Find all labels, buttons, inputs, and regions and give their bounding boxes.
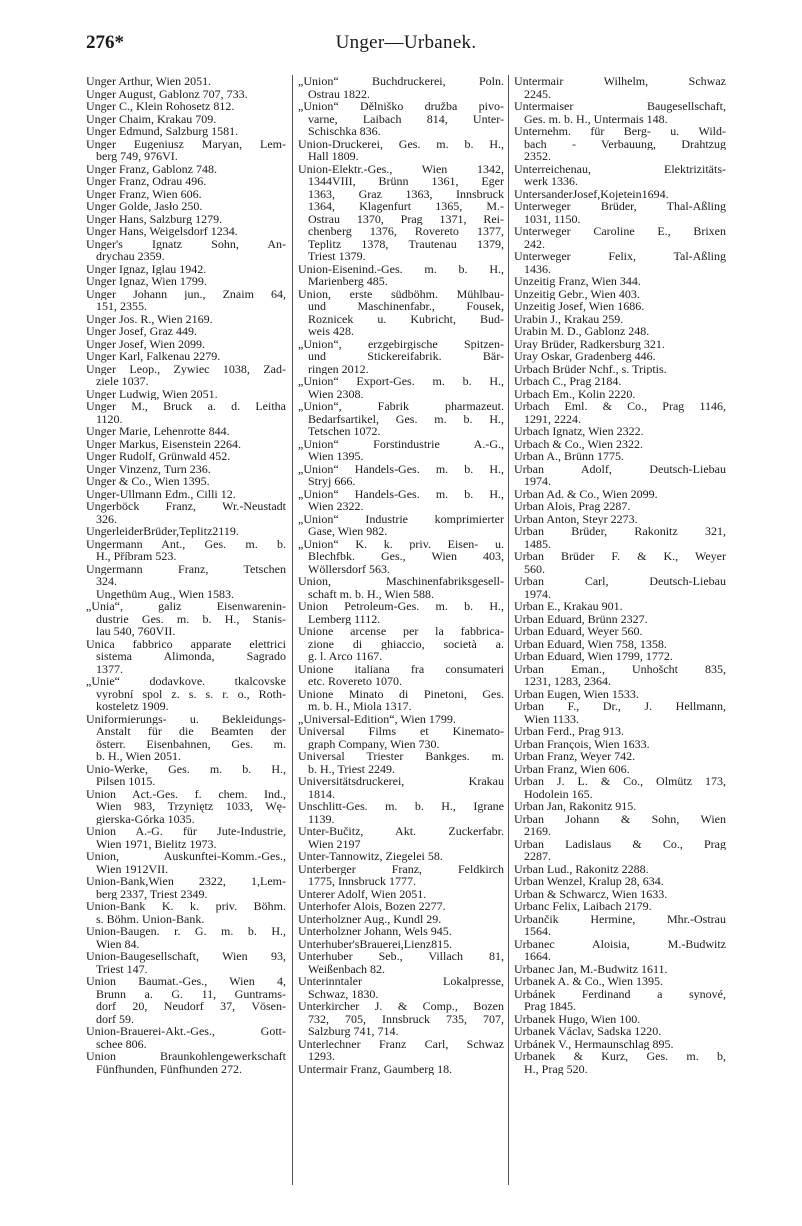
directory-entry-line: Unger Josef, Wien 2099. — [86, 337, 205, 350]
directory-entry-line: Urban Adolf, Deutsch-Liebau — [514, 462, 726, 475]
directory-entry-line: drychau 2359. — [96, 250, 165, 263]
directory-entry-line: österr. Eisenbahnen, Ges. m. — [96, 737, 286, 750]
directory-entry-line: „Union“, Fabrik pharmazeut. — [298, 400, 504, 413]
directory-entry-line: 1485. — [524, 537, 551, 550]
directory-entry-line: Weißenbach 82. — [308, 962, 386, 975]
directory-entry-line: chenberg 1376, Rovereto 1377, — [308, 225, 504, 238]
directory-entry-line: Unterlechner Franz Carl, Schwaz — [298, 1037, 504, 1050]
directory-entry-line: Unger Ludwig, Wien 2051. — [86, 387, 218, 400]
directory-entry-line: Lemberg 1112. — [308, 612, 381, 625]
directory-entry-line: 1293. — [308, 1050, 335, 1063]
directory-entry-line: Unger Chaim, Krakau 709. — [86, 112, 217, 125]
directory-entry-line: Unger Markus, Eisenstein 2264. — [86, 437, 241, 450]
directory-entry-line: Urban F., Dr., J. Hellmann, — [514, 700, 726, 713]
directory-entry-line: Unger C., Klein Rohosetz 812. — [86, 100, 235, 113]
directory-entry-line: Wien 1133. — [524, 712, 580, 725]
directory-entry-line: Union Act.-Ges. f. chem. Ind., — [86, 787, 286, 800]
directory-entry-line: „Unia“, galiz Eisenwarenin- — [86, 600, 286, 613]
directory-entry-line: Uray Oskar, Gradenberg 446. — [514, 350, 656, 363]
directory-entry-line: Urban Brüder F. & K., Weyer — [514, 550, 726, 563]
page-title: Unger—Urbanek. — [335, 32, 477, 53]
directory-entry-line: Urbach Brüder Nchf., s. Triptis. — [514, 362, 667, 375]
directory-entry-line: Salzburg 741, 714. — [308, 1025, 399, 1038]
directory-entry-line: Wien 983, Trzyniętz 1033, Wę- — [96, 800, 286, 813]
directory-entry-line: Urbanek & Kurz, Ges. m. b, — [514, 1050, 726, 1063]
directory-entry-line: Unterholzner Johann, Wels 945. — [298, 925, 452, 938]
directory-entry-line: 1139. — [308, 812, 335, 825]
directory-entry-line: Urbanek Václav, Sadska 1220. — [514, 1025, 662, 1038]
directory-entry-line: Urban & Schwarcz, Wien 1633. — [514, 887, 668, 900]
page-number: 276* — [86, 32, 124, 53]
directory-entry-line: Union Petroleum-Ges. m. b. H., — [298, 600, 504, 613]
directory-entry-line: varne, Laibach 814, Unter- — [308, 112, 504, 125]
directory-entry-line: bach - Verbauung, Drahtzug — [524, 137, 726, 150]
directory-entry-line: Unger-Ullmann Edm., Cilli 12. — [86, 487, 236, 500]
directory-entry-line: Ostrau 1822. — [308, 87, 370, 100]
directory-entry-line: Unger Hans, Salzburg 1279. — [86, 212, 223, 225]
directory-entry-line: 2287. — [524, 850, 551, 863]
directory-entry-line: Urbach Em., Kolin 2220. — [514, 387, 636, 400]
directory-entry-line: Urban Ferd., Prag 913. — [514, 725, 624, 738]
directory-entry-line: Wien 1395. — [308, 450, 364, 463]
directory-entry-line: Stryj 666. — [308, 475, 356, 488]
directory-entry-line: Unione arcense per la fabbrica- — [298, 625, 504, 638]
directory-entry-line: kosteletz 1909. — [96, 700, 169, 713]
directory-entry-line: ringen 2012. — [308, 362, 369, 375]
directory-entry-line: Unger Franz, Wien 606. — [86, 187, 202, 200]
directory-entry-line: Union, Auskunftei-Komm.-Ges., — [86, 850, 286, 863]
directory-column-3 — [514, 75, 726, 1195]
directory-entry-line: Urban Eman., Unhošcht 835, — [514, 662, 726, 675]
directory-entry-line: Wien 2322. — [308, 500, 364, 513]
directory-entry-line: Anstalt für die Beamten der — [96, 725, 286, 738]
directory-entry-line: „Union“ Handels-Ges. m. b. H., — [298, 487, 504, 500]
directory-entry-line: Unger Jos. R., Wien 2169. — [86, 312, 213, 325]
directory-entry-line: Urban Carl, Deutsch-Liebau — [514, 575, 726, 588]
directory-entry-line: s. Böhm. Union-Bank. — [96, 912, 205, 925]
directory-entry-line: Unger Johann jun., Znaim 64, — [86, 287, 286, 300]
directory-entry-line: H., Příbram 523. — [96, 550, 177, 563]
directory-entry-line: 1344VIII, Brünn 1361, Eger — [308, 175, 504, 188]
directory-entry-line: Urabin M. D., Gablonz 248. — [514, 325, 650, 338]
directory-entry-line: Unter-Bučitz, Akt. Zuckerfabr. — [298, 825, 504, 838]
directory-entry-line: Urban Alois, Prag 2287. — [514, 500, 631, 513]
directory-entry-line: 1291, 2224. — [524, 412, 581, 425]
directory-entry-line: Wien 84. — [96, 937, 140, 950]
directory-entry-line: Union-Elektr.-Ges., Wien 1342, — [298, 162, 504, 175]
directory-entry-line: „Union“ Dělniško družba pivo- — [298, 100, 504, 113]
directory-entry-line: Unschlitt-Ges. m. b. H., Igrane — [298, 800, 504, 813]
directory-entry-line: Union-Bank,Wien 2322, 1,Lem- — [86, 875, 286, 888]
directory-entry-line: Urbanec Jan, M.-Budwitz 1611. — [514, 962, 668, 975]
directory-entry-line: 1364, Klagenfurt 1365, M.- — [308, 200, 504, 213]
directory-entry-line: Unger Marie, Lehenrotte 844. — [86, 425, 230, 438]
directory-entry-line: 1974. — [524, 475, 551, 488]
directory-entry-line: 242. — [524, 237, 545, 250]
directory-entry-line: Urbančik Hermine, Mhr.-Ostrau — [514, 912, 726, 925]
directory-entry-line: „Union“ Forstindustrie A.-G., — [298, 437, 504, 450]
directory-entry-line: Urbanec Aloisia, M.-Budwitz — [514, 937, 726, 950]
directory-entry-line: Unterhuber Seb., Villach 81, — [298, 950, 504, 963]
directory-entry-line: Marienberg 485. — [308, 275, 388, 288]
directory-entry-line: Urbanc Felix, Laibach 2179. — [514, 900, 652, 913]
directory-entry-line: Urban Eduard, Wien 758, 1358. — [514, 637, 667, 650]
directory-entry-line: b. H., Wien 2051. — [96, 750, 181, 763]
directory-entry-line: Urban Brüder, Rakonitz 321, — [514, 525, 726, 538]
directory-entry-line: Unger Ignaz, Iglau 1942. — [86, 262, 207, 275]
directory-entry-line: 1363, Graz 1363, Innsbruck — [308, 187, 504, 200]
directory-entry-line: Schwaz, 1830. — [308, 987, 379, 1000]
directory-entry-line: Wien 2197 — [308, 837, 361, 850]
directory-column-1 — [86, 75, 286, 1195]
directory-entry-line: Unzeitig Franz, Wien 344. — [514, 275, 641, 288]
directory-entry-line: Unterkircher J. & Comp., Bozen — [298, 1000, 504, 1013]
directory-entry-line: Unzeitig Josef, Wien 1686. — [514, 300, 645, 313]
directory-entry-line: Universal Triester Bankges. m. — [298, 750, 504, 763]
directory-entry-line: ziele 1037. — [96, 375, 149, 388]
directory-entry-line: Union-Baugesellschaft, Wien 93, — [86, 950, 286, 963]
directory-entry-line: Unger August, Gablonz 707, 733. — [86, 87, 248, 100]
directory-columns — [86, 75, 726, 1195]
directory-entry-line: Urban Anton, Steyr 2273. — [514, 512, 638, 525]
directory-entry-line: 1974. — [524, 587, 551, 600]
directory-entry-line: graph Company, Wien 730. — [308, 737, 440, 750]
directory-entry-line: Untermaiser Baugesellschaft, — [514, 100, 726, 113]
directory-entry-line: Unger Eugeniusz Maryan, Lem- — [86, 137, 286, 150]
directory-entry-line: Unterweger Caroline E., Brixen — [514, 225, 726, 238]
directory-entry-line: Unger Vinzenz, Turn 236. — [86, 462, 211, 475]
directory-entry-line: Gase, Wien 982. — [308, 525, 388, 538]
directory-entry-line: gierska-Górka 1035. — [96, 812, 195, 825]
directory-entry-line: Unica fabbrico apparate elettrici — [86, 637, 286, 650]
directory-entry-line: Ungermann Ant., Ges. m. b. — [86, 537, 286, 550]
directory-entry-line: Union-Brauerei-Akt.-Ges., Gott- — [86, 1025, 286, 1038]
directory-entry-line: Union-Eisenind.-Ges. m. b. H., — [298, 262, 504, 275]
directory-entry-line: Prag 1845. — [524, 1000, 576, 1013]
directory-entry-line: berg 2337, Triest 2349. — [96, 887, 208, 900]
directory-entry-line: Untermair Franz, Gaumberg 18. — [298, 1062, 453, 1075]
directory-entry-line: dustrie Ges. m. b. H., Stanis- — [96, 612, 286, 625]
directory-entry-line: Urbach C., Prag 2184. — [514, 375, 622, 388]
directory-entry-line: Universitätsdruckerei, Krakau — [298, 775, 504, 788]
directory-entry-line: 1775, Innsbruck 1777. — [308, 875, 416, 888]
directory-entry-line: b. H., Triest 2249. — [308, 762, 396, 775]
directory-entry-line: Urbach & Co., Wien 2322. — [514, 437, 643, 450]
directory-entry-line: Unger Rudolf, Grünwald 452. — [86, 450, 231, 463]
directory-entry-line: „Universal-Edition“, Wien 1799. — [298, 712, 456, 725]
directory-entry-line: 2352. — [524, 150, 551, 163]
column-divider — [292, 75, 293, 1185]
directory-entry-line: 2169. — [524, 825, 551, 838]
directory-entry-line: Union, Maschinenfabriksgesell- — [298, 575, 504, 588]
directory-entry-line: und Maschinenfabr., Fousek, — [308, 300, 504, 313]
directory-entry-line: Wien 1912VII. — [96, 862, 169, 875]
directory-entry-line: schaft m. b. H., Wien 588. — [308, 587, 434, 600]
directory-entry-line: Urabin J., Krakau 259. — [514, 312, 624, 325]
directory-entry-line: Blechfbk. Ges., Wien 403, — [308, 550, 504, 563]
directory-entry-line: etc. Rovereto 1070. — [308, 675, 402, 688]
directory-entry-line: Wien 1971, Bielitz 1973. — [96, 837, 217, 850]
directory-entry-line: Bedarfsartikel, Ges. m. b. H., — [308, 412, 504, 425]
directory-entry-line: Teplitz 1378, Trautenau 1379, — [308, 237, 504, 250]
directory-entry-line: Ungermann Franz, Tetschen — [86, 562, 286, 575]
directory-entry-line: 1120. — [96, 412, 123, 425]
directory-entry-line: Urban Eugen, Wien 1533. — [514, 687, 639, 700]
directory-entry-line: Unger's Ignatz Sohn, An- — [86, 237, 286, 250]
directory-entry-line: Unger M., Bruck a. d. Leitha — [86, 400, 286, 413]
directory-entry-line: Roznicek u. Kubricht, Bud- — [308, 312, 504, 325]
directory-entry-line: Universal Films et Kinemato- — [298, 725, 504, 738]
directory-entry-line: Urbach Eml. & Co., Prag 1146, — [514, 400, 726, 413]
directory-entry-line: Unter-Tannowitz, Ziegelei 58. — [298, 850, 443, 863]
directory-entry-line: Unterberger Franz, Feldkirch — [298, 862, 504, 875]
directory-entry-line: Union Baumat.-Ges., Wien 4, — [86, 975, 286, 988]
directory-entry-line: Urban Lud., Rakonitz 2288. — [514, 862, 649, 875]
directory-entry-line: Unterweger Brüder, Thal-Aßling — [514, 200, 726, 213]
directory-entry-line: Unger Karl, Falkenau 2279. — [86, 350, 221, 363]
directory-entry-line: Urbánek Ferdinand a synové, — [514, 987, 726, 1000]
directory-entry-line: Schischka 836. — [308, 125, 381, 138]
directory-entry-line: Unger & Co., Wien 1395. — [86, 475, 210, 488]
directory-entry-line: Wien 2308. — [308, 387, 364, 400]
directory-entry-line: „Union“ Industrie komprimierter — [298, 512, 504, 525]
directory-entry-line: Urban Franz, Weyer 742. — [514, 750, 636, 763]
directory-entry-line: Uray Brüder, Radkersburg 321. — [514, 337, 665, 350]
directory-entry-line: Uniformierungs- u. Bekleidungs- — [86, 712, 286, 725]
directory-entry-line: zione di ghiaccio, società a. — [308, 637, 504, 650]
directory-entry-line: Urban Eduard, Brünn 2327. — [514, 612, 648, 625]
directory-entry-line: Urban Franz, Wien 606. — [514, 762, 630, 775]
directory-entry-line: Wöllersdorf 563. — [308, 562, 390, 575]
directory-entry-line: UngerleiderBrüder,Teplitz2119. — [86, 525, 239, 538]
directory-entry-line: Union A.-G. für Jute-Industrie, — [86, 825, 286, 838]
directory-entry-line: Urban J. L. & Co., Olmütz 173, — [514, 775, 726, 788]
directory-entry-line: 1564. — [524, 925, 551, 938]
directory-entry-line: 732, 705, Innsbruck 735, 707, — [308, 1012, 504, 1025]
directory-entry-line: und Stickereifabrik. Bär- — [308, 350, 504, 363]
directory-entry-line: Unger Arthur, Wien 2051. — [86, 75, 212, 88]
directory-entry-line: vyrobní spol z. s. s. r. o., Roth- — [96, 687, 286, 700]
directory-entry-line: werk 1336. — [524, 175, 578, 188]
directory-entry-line: Tetschen 1072. — [308, 425, 381, 438]
directory-entry-line: „Union“, erzgebirgische Spitzen- — [298, 337, 504, 350]
directory-entry-line: Ungerböck Franz, Wr.-Neustadt — [86, 500, 286, 513]
directory-entry-line: Union-Druckerei, Ges. m. b. H., — [298, 137, 504, 150]
directory-entry-line: schee 806. — [96, 1037, 147, 1050]
directory-entry-line: Unger Ignaz, Wien 1799. — [86, 275, 207, 288]
directory-entry-line: Unterhuber'sBrauerei,Lienz815. — [298, 937, 453, 950]
directory-entry-line: 326. — [96, 512, 117, 525]
directory-entry-line: UntersanderJosef,Kojetein1694. — [514, 187, 669, 200]
directory-entry-line: Urbach Ignatz, Wien 2322. — [514, 425, 644, 438]
directory-entry-line: Urbanek A. & Co., Wien 1395. — [514, 975, 663, 988]
directory-entry-line: dorf 20, Neudorf 37, Vösen- — [96, 1000, 286, 1013]
directory-entry-line: Urban Wenzel, Kralup 28, 634. — [514, 875, 664, 888]
directory-entry-line: Unterreichenau, Elektrizitäts- — [514, 162, 726, 175]
directory-entry-line: Unger Franz, Odrau 496. — [86, 175, 207, 188]
page-header — [86, 32, 726, 60]
directory-entry-line: Unger Golde, Jasło 250. — [86, 200, 203, 213]
directory-entry-line: 1031, 1150. — [524, 212, 581, 225]
directory-entry-line: Hodolein 165. — [524, 787, 593, 800]
directory-entry-line: Unterinntaler Lokalpresse, — [298, 975, 504, 988]
directory-entry-line: lau 540, 760VII. — [96, 625, 176, 638]
directory-entry-line: Unio-Werke, Ges. m. b. H., — [86, 762, 286, 775]
directory-entry-line: Union Braunkohlengewerkschaft — [86, 1050, 286, 1063]
directory-entry-line: dorf 59. — [96, 1012, 134, 1025]
directory-entry-line: Untermair Wilhelm, Schwaz — [514, 75, 726, 88]
directory-entry-line: 1231, 1283, 2364. — [524, 675, 611, 688]
directory-entry-line: Brunn a. G. 11, Guntrams- — [96, 987, 286, 1000]
directory-entry-line: 324. — [96, 575, 117, 588]
directory-entry-line: Urban E., Krakau 901. — [514, 600, 623, 613]
directory-entry-line: Unione Minato di Pinetoni, Ges. — [298, 687, 504, 700]
directory-entry-line: 560. — [524, 562, 545, 575]
directory-entry-line: Ges. m. b. H., Untermais 148. — [524, 112, 668, 125]
directory-entry-line: 2245. — [524, 87, 551, 100]
directory-entry-line: Fünfhunden, Fünfhunden 272. — [96, 1062, 242, 1075]
directory-entry-line: Unger Hans, Weigelsdorf 1234. — [86, 225, 238, 238]
directory-entry-line: 1664. — [524, 950, 551, 963]
directory-entry-line: Union, erste südböhm. Mühlbau- — [298, 287, 504, 300]
directory-entry-line: Urban Ad. & Co., Wien 2099. — [514, 487, 658, 500]
directory-entry-line: Ungethüm Aug., Wien 1583. — [96, 587, 234, 600]
directory-entry-line: Unger Edmund, Salzburg 1581. — [86, 125, 239, 138]
directory-entry-line: Urbanek Hugo, Wien 100. — [514, 1012, 641, 1025]
directory-entry-line: Unterholzner Aug., Kundl 29. — [298, 912, 442, 925]
directory-entry-line: sistema Alimonda, Sagrado — [96, 650, 286, 663]
directory-entry-line: Urban Johann & Sohn, Wien — [514, 812, 726, 825]
directory-entry-line: Urban Eduard, Wien 1799, 1772. — [514, 650, 673, 663]
directory-entry-line: weis 428. — [308, 325, 354, 338]
directory-column-2 — [298, 75, 504, 1195]
column-divider — [508, 75, 509, 1185]
directory-entry-line: berg 749, 976VI. — [96, 150, 178, 163]
directory-entry-line: „Union“ Export-Ges. m. b. H., — [298, 375, 504, 388]
directory-entry-line: 1377. — [96, 662, 123, 675]
directory-entry-line: Triest 1379. — [308, 250, 366, 263]
directory-entry-line: „Union“ K. k. priv. Eisen- u. — [298, 537, 504, 550]
directory-entry-line: „Unie“ dodavkove. tkalcovske — [86, 675, 286, 688]
directory-entry-line: Union-Baugen. r. G. m. b. H., — [86, 925, 286, 938]
directory-entry-line: Urban Ladislaus & Co., Prag — [514, 837, 726, 850]
directory-entry-line: Triest 147. — [96, 962, 148, 975]
directory-entry-line: Urban Eduard, Weyer 560. — [514, 625, 643, 638]
directory-entry-line: Ostrau 1370, Prag 1371, Rei- — [308, 212, 504, 225]
directory-entry-line: Urban A., Brünn 1775. — [514, 450, 624, 463]
directory-entry-line: „Union“ Handels-Ges. m. b. H., — [298, 462, 504, 475]
directory-entry-line: m. b. H., Miola 1317. — [308, 700, 412, 713]
directory-entry-line: „Union“ Buchdruckerei, Poln. — [298, 75, 504, 88]
directory-entry-line: Urban Jan, Rakonitz 915. — [514, 800, 637, 813]
directory-entry-line: Urbánek V., Hermaunschlag 895. — [514, 1037, 674, 1050]
directory-entry-line: g. l. Arco 1167. — [308, 650, 383, 663]
directory-entry-line: Pilsen 1015. — [96, 775, 156, 788]
directory-entry-line: Hall 1809. — [308, 150, 359, 163]
directory-entry-line: Unger Leop., Zywiec 1038, Zad- — [86, 362, 286, 375]
directory-entry-line: Unterer Adolf, Wien 2051. — [298, 887, 427, 900]
directory-entry-line: 1436. — [524, 262, 551, 275]
directory-entry-line: H., Prag 520. — [524, 1062, 588, 1075]
directory-entry-line: Urban François, Wien 1633. — [514, 737, 650, 750]
directory-entry-line: 151, 2355. — [96, 300, 147, 313]
directory-entry-line: Unterweger Felix, Tal-Aßling — [514, 250, 726, 263]
directory-entry-line: Unger Josef, Graz 449. — [86, 325, 197, 338]
directory-entry-line: Unione italiana fra consumateri — [298, 662, 504, 675]
directory-entry-line: Unzeitig Gebr., Wien 403. — [514, 287, 640, 300]
directory-entry-line: Unterhofer Alois, Bozen 2277. — [298, 900, 446, 913]
directory-entry-line: Unger Franz, Gablonz 748. — [86, 162, 217, 175]
directory-entry-line: Unternehm. für Berg- u. Wild- — [514, 125, 726, 138]
directory-entry-line: Union-Bank K. k. priv. Böhm. — [86, 900, 286, 913]
directory-entry-line: 1814. — [308, 787, 335, 800]
